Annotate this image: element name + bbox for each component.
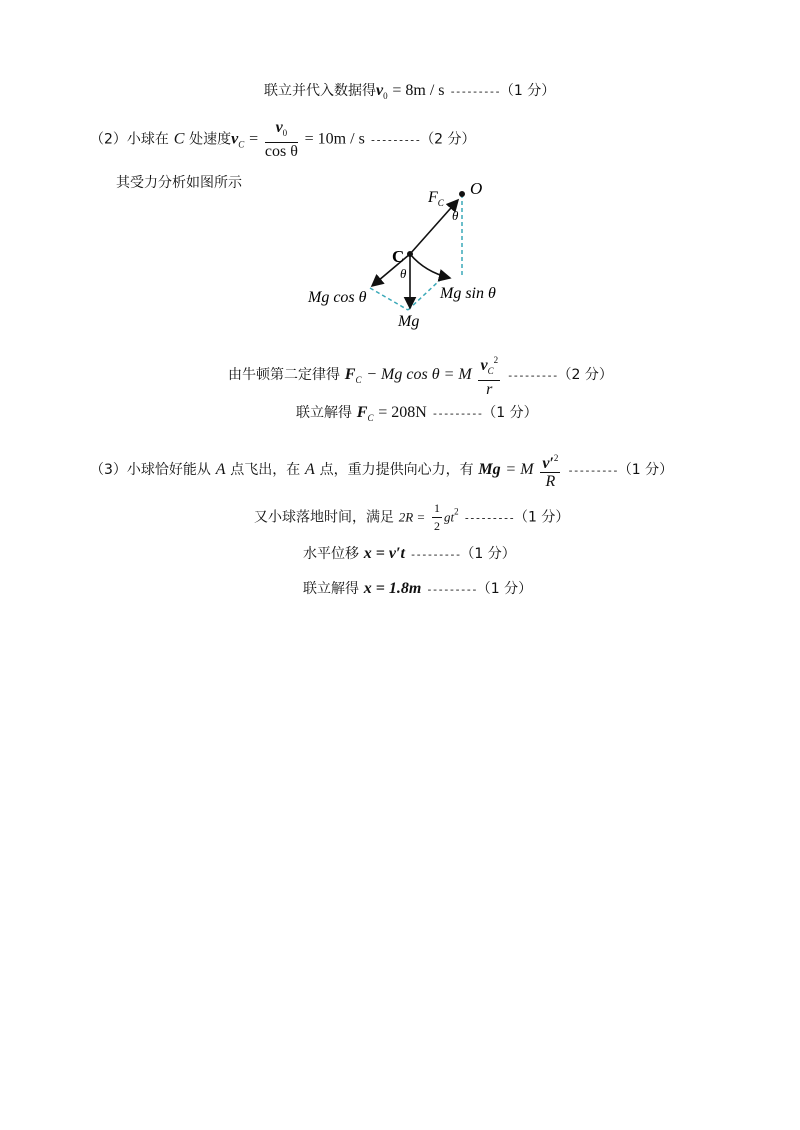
point-o xyxy=(459,191,465,197)
rhs-sup: 2 xyxy=(454,506,459,517)
var: v xyxy=(231,130,239,148)
var: F xyxy=(344,366,356,383)
text: 联立解得 xyxy=(303,581,359,597)
text: 联立并代入数据得 xyxy=(264,83,376,99)
lhs: 2R = xyxy=(398,509,426,525)
rhs: = 8m / s xyxy=(392,82,445,99)
text: 点，重力提供向心力，有 xyxy=(319,462,474,478)
dash: --------- xyxy=(506,369,558,382)
num: v xyxy=(275,119,283,136)
num-sub: 0 xyxy=(282,128,288,138)
score: （1 分） xyxy=(617,462,674,478)
dash: --------- xyxy=(449,85,500,98)
score: （1 分） xyxy=(514,509,570,526)
point-c xyxy=(407,251,413,257)
rhs: = 10m / s xyxy=(304,130,365,148)
prefix: （3）小球恰好能从 xyxy=(90,462,211,478)
dash: --------- xyxy=(431,407,483,420)
label-o: O xyxy=(470,180,483,198)
expr: x = v′t xyxy=(363,545,405,562)
den: r xyxy=(486,381,493,398)
rhs: gt xyxy=(444,509,455,525)
label-mgsin: Mg sin θ xyxy=(440,285,496,302)
score: （1 分） xyxy=(460,546,516,562)
text: 联立解得 xyxy=(296,405,352,421)
mid: − Mg cos θ = M xyxy=(366,366,472,383)
den: 2 xyxy=(434,519,441,533)
dash: --------- xyxy=(409,548,461,561)
label-theta-c: θ xyxy=(400,266,407,281)
text: 处速度 xyxy=(189,131,232,148)
den: R xyxy=(545,473,556,490)
label-theta-top: θ xyxy=(452,208,459,223)
var: F xyxy=(356,404,368,421)
point: A xyxy=(305,461,315,478)
text: 其受力分析如图所示 xyxy=(116,175,242,191)
score: （1 分） xyxy=(482,405,538,421)
point: C xyxy=(173,130,185,148)
text: 水平位移 xyxy=(303,546,359,562)
dash: --------- xyxy=(463,511,515,525)
num-sub: C xyxy=(487,366,494,376)
eq: = xyxy=(249,130,259,148)
dash: --------- xyxy=(567,464,618,477)
num: v xyxy=(480,357,488,374)
mgsin-arrow xyxy=(410,254,450,278)
num-sup: 2 xyxy=(493,355,499,365)
rhs: = 208N xyxy=(378,404,427,421)
text: 又小球落地时间，满足 xyxy=(254,509,394,526)
fraction xyxy=(540,450,560,490)
dash: --------- xyxy=(426,583,477,596)
den: cos θ xyxy=(264,143,298,160)
sub: C xyxy=(355,375,362,385)
sub: C xyxy=(238,139,245,150)
num-sup: 2 xyxy=(553,453,559,463)
sub: 0 xyxy=(383,91,388,101)
var: v xyxy=(376,82,384,99)
prefix: （2）小球在 xyxy=(90,131,169,148)
fraction xyxy=(265,119,298,160)
num: v′ xyxy=(542,455,554,472)
force-diagram xyxy=(300,180,530,330)
fraction xyxy=(478,352,500,398)
equation-line-8 xyxy=(303,543,516,565)
label-c: C xyxy=(392,247,405,266)
num: 1 xyxy=(432,500,442,518)
point: A xyxy=(215,461,226,478)
lhs: Mg xyxy=(478,461,501,478)
dash: --------- xyxy=(369,133,421,147)
equation-line-2 xyxy=(90,119,476,160)
score: （2 分） xyxy=(557,367,613,383)
dashed-line-1 xyxy=(370,288,408,310)
equation-line-9 xyxy=(303,578,532,600)
equation-line-5 xyxy=(296,402,538,428)
equation-line-1 xyxy=(264,80,555,106)
label-fc: $F_C$ xyxy=(428,189,444,208)
expr: x = 1.8m xyxy=(363,580,422,597)
text: 点飞出，在 xyxy=(230,462,301,478)
label-mgcos: Mg cos θ xyxy=(308,289,367,306)
dashed-line-2 xyxy=(408,280,440,310)
text-line-3 xyxy=(116,172,242,193)
label-mg: Mg xyxy=(398,313,420,330)
score: （1 分） xyxy=(476,581,533,597)
equation-line-6 xyxy=(90,450,673,490)
equation-line-7 xyxy=(254,500,569,535)
eq: = M xyxy=(505,461,534,478)
score: （2 分） xyxy=(420,131,476,148)
fraction xyxy=(432,500,442,535)
score: （1 分） xyxy=(499,83,556,99)
equation-line-4 xyxy=(228,352,613,398)
fc-arrow xyxy=(410,200,458,254)
sub: C xyxy=(367,413,374,423)
text: 由牛顿第二定律得 xyxy=(228,367,340,383)
